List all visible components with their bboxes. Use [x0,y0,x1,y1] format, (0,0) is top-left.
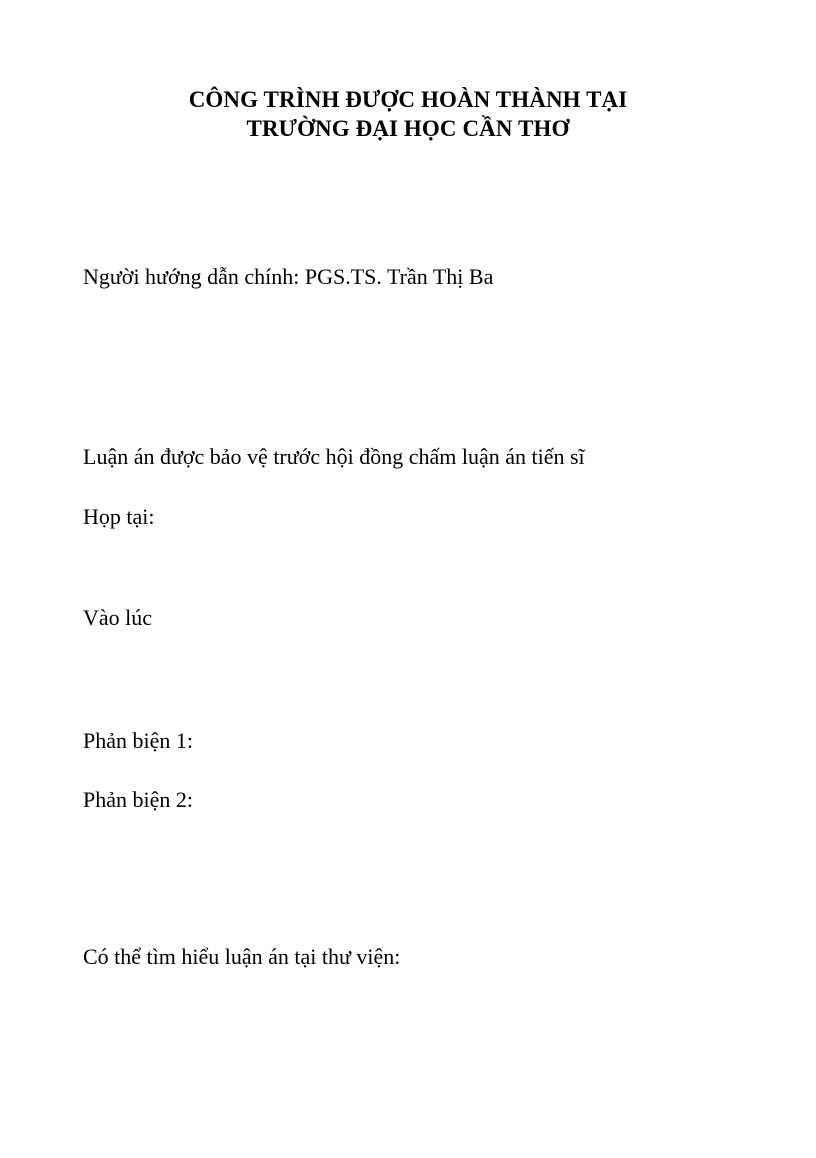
reviewer-1-line: Phản biện 1: [83,728,193,753]
advisor-line: Người hướng dẫn chính: PGS.TS. Trần Thị Ba [83,264,494,289]
reviewer-2-line: Phản biện 2: [83,787,193,812]
heading-line-2: TRƯỜNG ĐẠI HỌC CẦN THƠ [246,116,570,141]
venue-line: Họp tại: [83,504,155,529]
time-line: Vào lúc [83,605,153,630]
heading-line-1: CÔNG TRÌNH ĐƯỢC HOÀN THÀNH TẠI [188,87,628,112]
library-line: Có thể tìm hiểu luận án tại thư viện: [83,944,401,969]
defense-line: Luận án được bảo vệ trước hội đồng chấm luận án tiến sĩ [83,444,585,469]
